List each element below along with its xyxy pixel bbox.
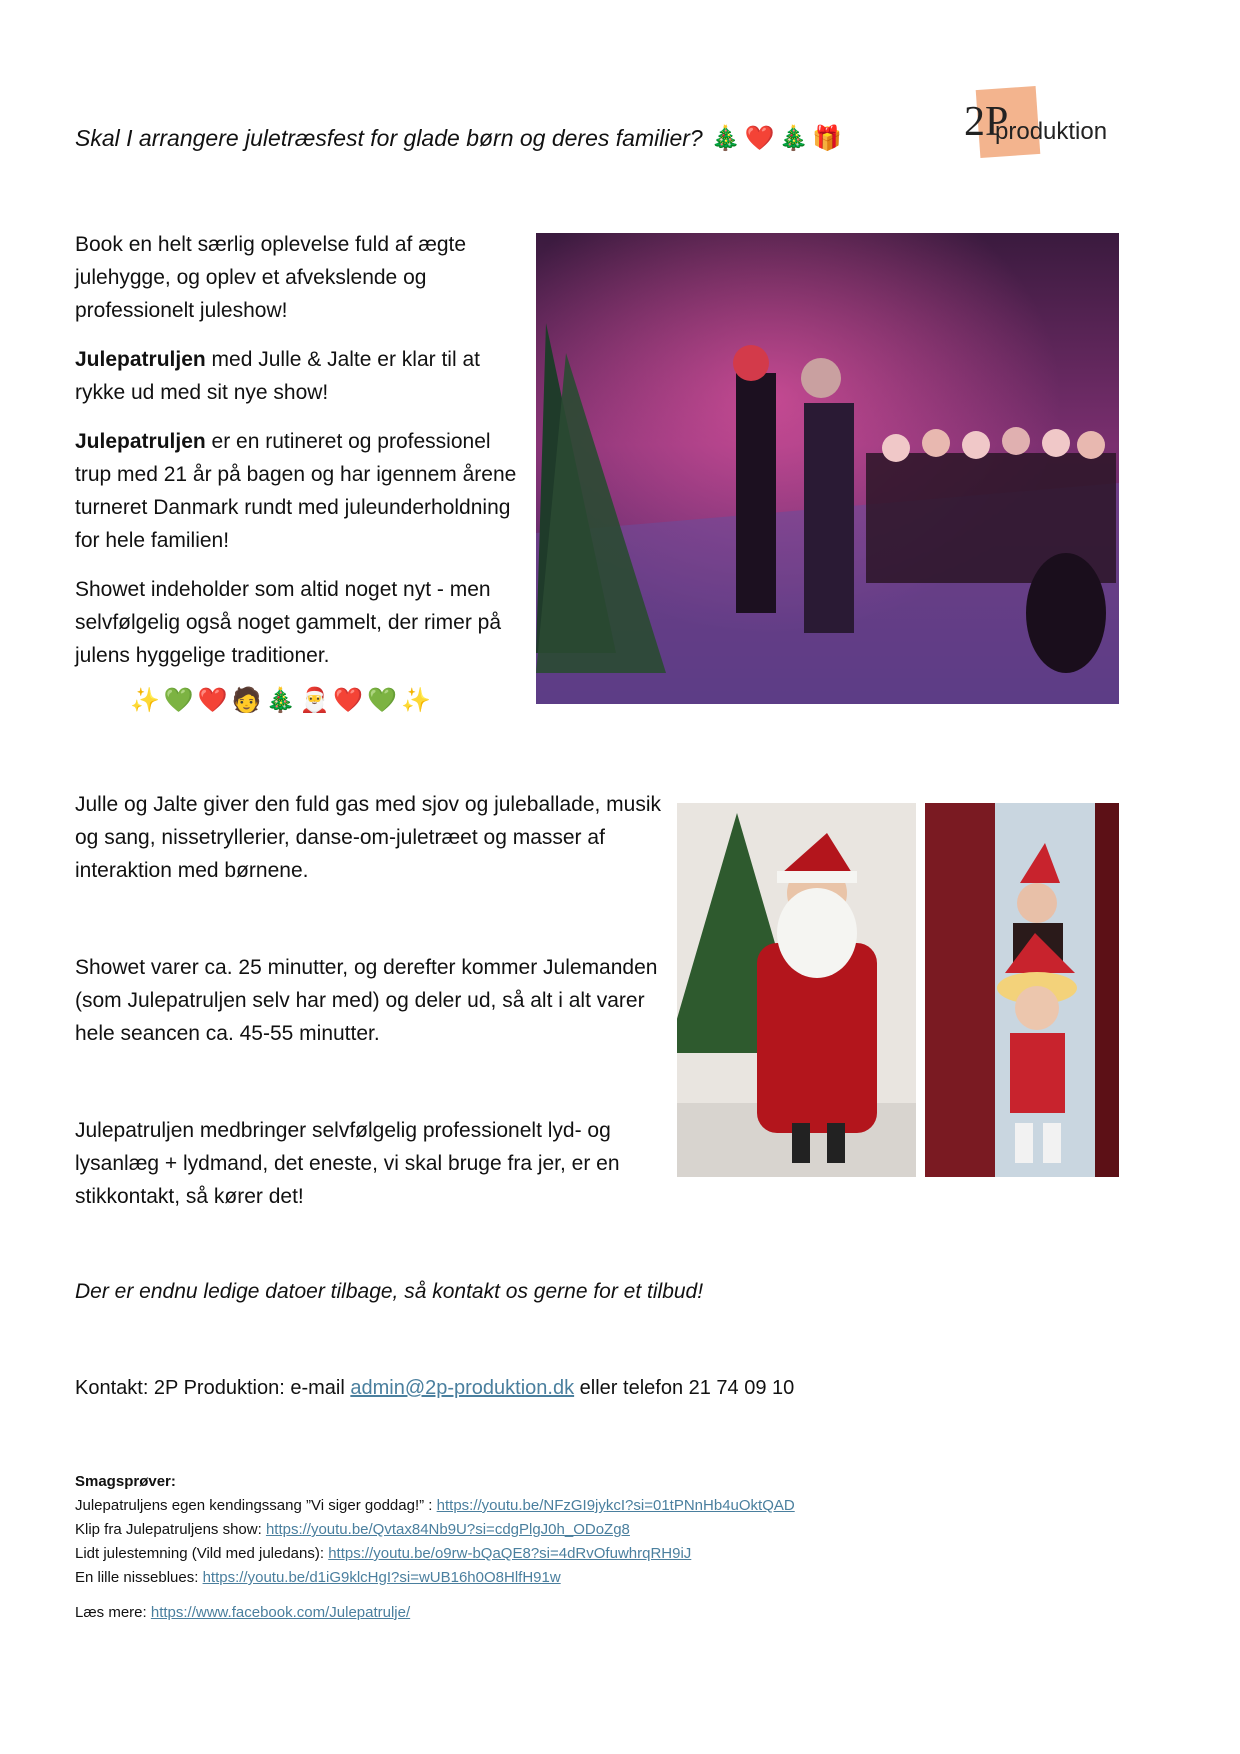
email-link[interactable]: admin@2p-produktion.dk [350, 1377, 575, 1399]
stage-show-photo [536, 233, 1119, 704]
contact-prefix: Kontakt: 2P Produktion: e-mail [75, 1377, 351, 1399]
christmas-tree-icon: 🎄 [778, 125, 809, 152]
person-icon: 🧑 [231, 687, 262, 714]
sample-link[interactable]: https://youtu.be/Qvtax84Nb9U?si=cdgPlgJ0h_ODoZg8 [265, 1521, 630, 1538]
read-more-line [75, 1604, 410, 1621]
santa-photo [677, 803, 916, 1177]
intro-text: med Julle & Jalte er klar til at rykke ud med sit nye show! [75, 348, 480, 404]
brand-name: Julepatruljen [75, 430, 206, 453]
heart-icon: ❤️ [744, 125, 775, 152]
details-paragraph: Julle og Jalte giver den fuld gas med sjov og juleballade, musik og sang, nissetryllerier, danse-om-juletræet og masser af interaktion med børnene. [75, 793, 662, 882]
headline-text: Skal I arrangere juletræsfest for glade børn og deres familier? [75, 125, 703, 151]
headline-emojis [711, 124, 843, 153]
sparkles-icon: ✨ [401, 687, 432, 714]
samples-title: Smagsprøver: [75, 1473, 176, 1490]
intro-paragraph [75, 425, 525, 557]
sample-link[interactable]: https://youtu.be/o9rw-bQaQE8?si=4dRvOfuwhrqRH9iJ [328, 1545, 692, 1562]
green-heart-icon: 💚 [367, 687, 398, 714]
gift-icon: 🎁 [812, 125, 843, 152]
christmas-tree-icon: 🎄 [710, 125, 741, 152]
sample-item [75, 1542, 795, 1566]
heart-icon: ❤️ [333, 687, 364, 714]
christmas-tree-icon: 🎄 [265, 687, 296, 714]
details-paragraph: Showet varer ca. 25 minutter, og derefter kommer Julemanden (som Julepatruljen selv har med) og deler ud, så alt i alt varer hele seancen ca. 45-55 minutter. [75, 956, 658, 1045]
intro-paragraph [75, 343, 525, 409]
sample-label: Lidt julestemning (Vild med juledans): [75, 1545, 329, 1562]
santa-icon: 🎅 [299, 687, 330, 714]
logo-word: produktion [995, 118, 1108, 145]
sample-label: Klip fra Julepatruljens show: [75, 1521, 266, 1538]
samples-section [75, 1470, 795, 1590]
sample-label: Julepatruljens egen kendingssang ”Vi siger goddag!” : [75, 1497, 437, 1514]
intro-paragraph: Showet indeholder som altid noget nyt - men selvfølgelig også noget gammelt, der rimer på julens hyggelige traditioner. [75, 578, 502, 667]
show-details-section [75, 788, 665, 1277]
logo-2p: 2P [964, 99, 1009, 145]
contact-line [75, 1377, 794, 1400]
read-more-label: Læs mere: [75, 1604, 151, 1621]
elves-photo [925, 803, 1119, 1177]
facebook-link[interactable]: https://www.facebook.com/Julepatrulje/ [150, 1604, 411, 1621]
sample-item [75, 1518, 795, 1542]
emoji-line [130, 686, 431, 715]
closing-line: Der er endnu ledige datoer tilbage, så kontakt os gerne for et tilbud! [75, 1280, 704, 1303]
heart-icon: ❤️ [197, 687, 228, 714]
sample-item [75, 1494, 795, 1518]
green-heart-icon: 💚 [163, 687, 194, 714]
sample-item [75, 1566, 795, 1590]
details-paragraph: Julepatruljen medbringer selvfølgelig professionelt lyd- og lysanlæg + lydmand, det eneste, vi skal bruge fra jer, er en stikkontakt, så kører det! [75, 1119, 620, 1208]
contact-suffix: eller telefon 21 74 09 10 [574, 1377, 795, 1399]
brand-name: Julepatruljen [75, 348, 206, 371]
headline [75, 124, 842, 153]
intro-section [75, 228, 525, 688]
sparkles-icon: ✨ [130, 687, 160, 714]
company-logo [962, 88, 1108, 158]
sample-label: En lille nisseblues: [75, 1569, 203, 1586]
intro-paragraph: Book en helt særlig oplevelse fuld af ægte julehygge, og oplev et afvekslende og professionelt juleshow! [75, 233, 467, 322]
sample-link[interactable]: https://youtu.be/NFzGI9jykcI?si=01tPNnHb4uOktQAD [436, 1497, 795, 1514]
sample-link[interactable]: https://youtu.be/d1iG9klcHgI?si=wUB16h0O8HlfH91w [202, 1569, 561, 1586]
intro-text: er en rutineret og professionel trup med 21 år på bagen og har igennem årene turneret Danmark rundt med juleunderholdning for hele familien! [75, 430, 517, 552]
